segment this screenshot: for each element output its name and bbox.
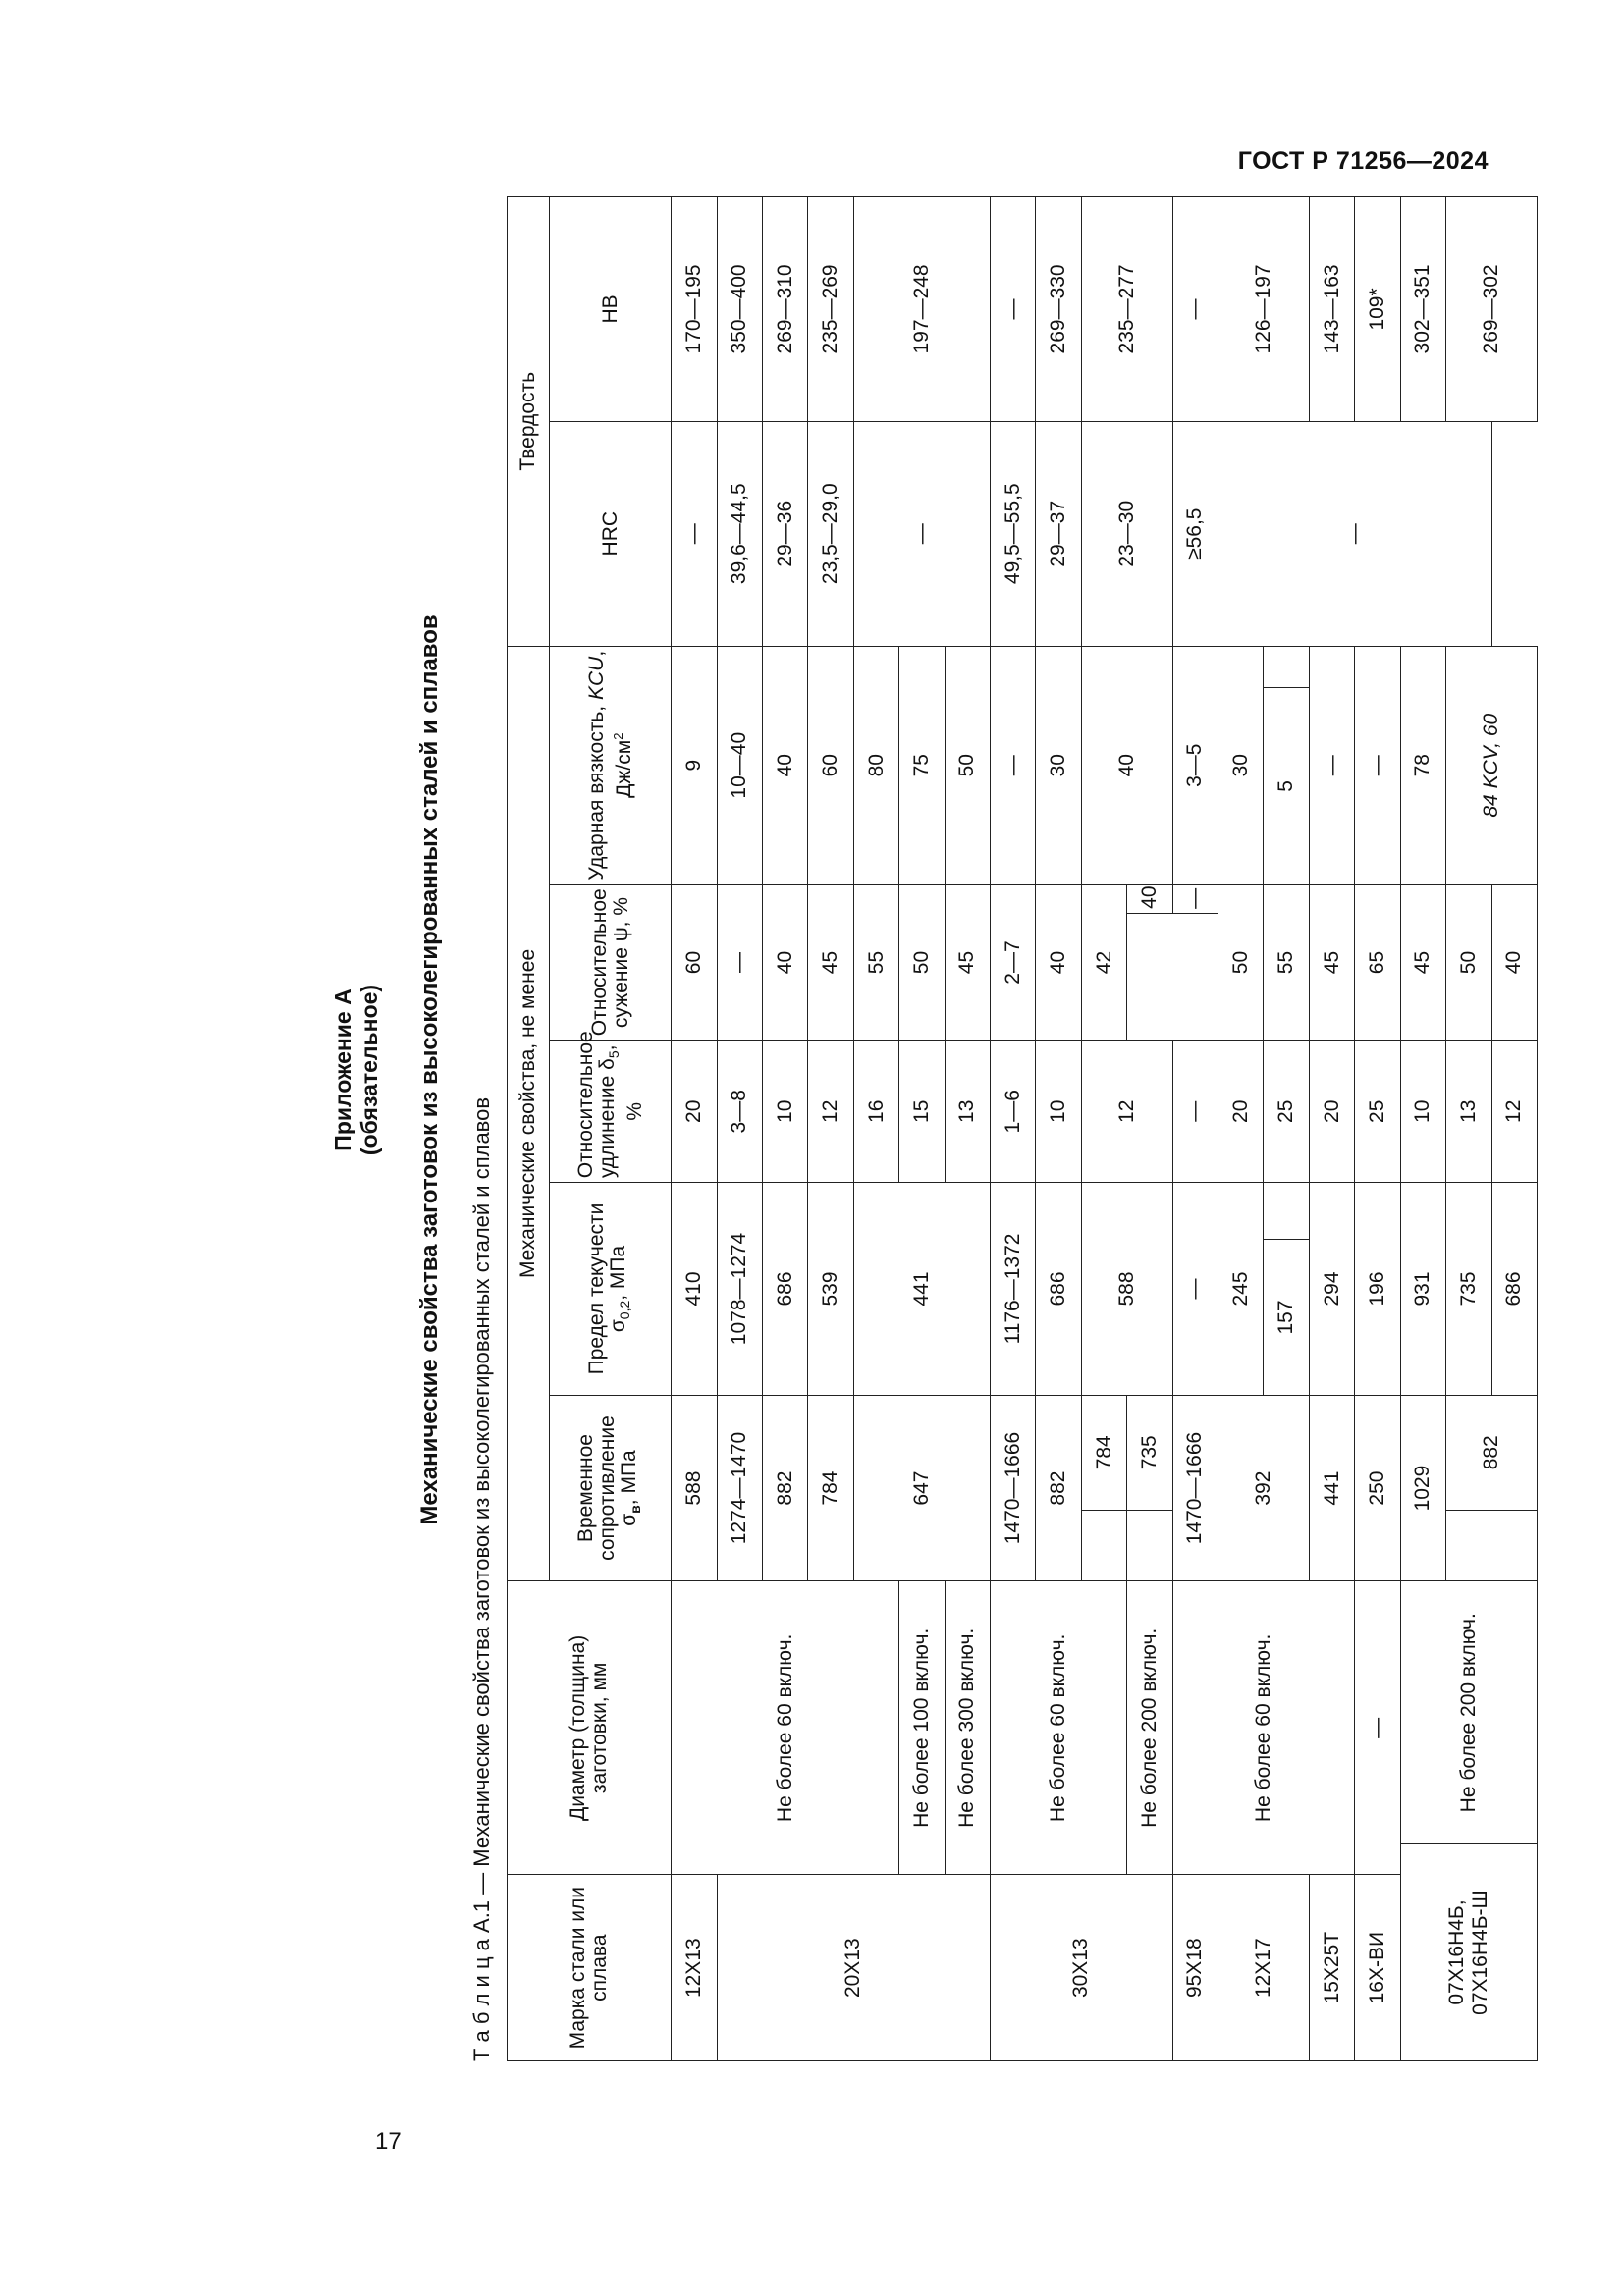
grade-cell: 15Х25Т: [1309, 1875, 1354, 2061]
reduction-cell: 40: [763, 884, 808, 1040]
col-grade: Марка стали или сплава: [508, 1875, 672, 2061]
header-row-1: [508, 197, 550, 2061]
col-yield-label: Предел текучести: [584, 1202, 608, 1375]
reduction-cell: 45: [808, 884, 853, 1040]
reduction-cell: 55: [1264, 884, 1309, 1040]
yield-cell: 196: [1355, 1183, 1400, 1395]
tensile-cell: 784: [808, 1395, 853, 1581]
col-tensile-sub: в: [626, 1505, 643, 1514]
col-yield: [550, 1183, 672, 1395]
tensile-cell: [1446, 1510, 1538, 1581]
reduction-cell: 45: [1309, 884, 1354, 1040]
impact-cell: 78: [1400, 646, 1445, 884]
impact-cell: 5: [1264, 688, 1309, 885]
table-row: [991, 197, 1036, 2061]
col-elongation-symbol: δ: [595, 1058, 619, 1070]
appendix-status: (обязательное): [356, 984, 382, 1156]
tensile-cell: 882: [1446, 1395, 1538, 1510]
yield-cell: [1264, 1183, 1309, 1240]
col-hb: НВ: [550, 197, 672, 422]
diameter-cell: Не более 60 включ.: [672, 1581, 899, 1875]
table-row: [672, 197, 717, 2061]
tensile-cell: 784: [1081, 1395, 1126, 1510]
hrc-cell: —: [1218, 421, 1491, 646]
reduction-cell: 60: [672, 884, 717, 1040]
elongation-cell: 15: [899, 1041, 945, 1183]
impact-cell: —: [1309, 646, 1354, 884]
impact-cell: 9: [672, 646, 717, 884]
tensile-cell: [1127, 1510, 1172, 1581]
col-impact: Ударная вязкость, KCU, $Дж/см^2$: [550, 646, 672, 884]
impact-cell: 80: [853, 646, 898, 884]
tensile-cell: 647: [853, 1395, 990, 1581]
col-mech-group: Механические свойства, не менее: [508, 646, 550, 1581]
reduction-cell: 50: [1218, 884, 1264, 1040]
tensile-cell: 1274—1470: [717, 1395, 762, 1581]
hb-cell: 269—330: [1036, 197, 1081, 422]
yield-cell: 588: [1081, 1183, 1172, 1395]
reduction-cell: 42: [1081, 884, 1126, 1040]
col-tensile-symbol: σ: [617, 1513, 640, 1526]
hrc-cell: 49,5—55,5: [991, 421, 1036, 646]
col-yield-sub: 0,2: [616, 1300, 632, 1320]
tensile-cell: 1470—1666: [991, 1395, 1036, 1581]
appendix-label: Приложение А: [330, 988, 355, 1151]
tensile-cell: 735: [1127, 1395, 1172, 1510]
impact-cell: 10—40: [717, 646, 762, 884]
elongation-cell: 3—8: [717, 1041, 762, 1183]
tensile-cell: 250: [1355, 1395, 1400, 1581]
elongation-cell: 20: [672, 1041, 717, 1183]
tensile-cell: 1470—1666: [1172, 1395, 1218, 1581]
impact-cell: 40: [763, 646, 808, 884]
reduction-cell: 50: [899, 884, 945, 1040]
diameter-cell: —: [1355, 1581, 1400, 1875]
col-tensile-unit: , МПа: [617, 1450, 640, 1506]
reduction-cell: 55: [853, 884, 898, 1040]
yield-cell: 931: [1400, 1183, 1445, 1395]
grade-cell: 12Х13: [672, 1875, 717, 2061]
diameter-cell: Не более 60 включ.: [991, 1581, 1127, 1875]
col-impact-sup: 2: [610, 732, 625, 740]
yield-cell: 294: [1309, 1183, 1354, 1395]
impact-cell: 40: [1081, 646, 1172, 884]
yield-cell: 686: [1036, 1183, 1081, 1395]
impact-cell: —: [1355, 646, 1400, 884]
elongation-cell: —: [1172, 1041, 1218, 1183]
elongation-cell: 12: [1491, 1041, 1537, 1183]
impact-cell: 50: [945, 646, 990, 884]
elongation-cell: 16: [853, 1041, 898, 1183]
section-heading: Механические свойства заготовок из высоколегированных сталей и сплавов: [416, 614, 443, 1525]
elongation-cell: 13: [1446, 1041, 1491, 1183]
hrc-cell: 39,6—44,5: [717, 421, 762, 646]
col-elongation-sub: 5: [605, 1050, 622, 1059]
impact-cell: 30: [1036, 646, 1081, 884]
elongation-cell: 1—6: [991, 1041, 1036, 1183]
col-tensile: [550, 1395, 672, 1581]
hrc-cell: 29—37: [1036, 421, 1081, 646]
page-number: 17: [375, 2128, 402, 2155]
yield-cell: —: [1172, 1183, 1218, 1395]
yield-cell: 735: [1446, 1183, 1491, 1395]
col-diameter: Диаметр (толщина) заготовки, мм: [508, 1581, 672, 1875]
impact-cell: —: [991, 646, 1036, 884]
hb-cell: 269—310: [763, 197, 808, 422]
col-impact-kcu: KCU: [584, 656, 608, 701]
yield-cell: 686: [1491, 1183, 1537, 1395]
elongation-cell: 25: [1264, 1041, 1309, 1183]
tensile-cell: 588: [672, 1395, 717, 1581]
reduction-cell: 50: [1446, 884, 1491, 1040]
yield-cell: 686: [763, 1183, 808, 1395]
tensile-cell: 1029: [1400, 1395, 1445, 1581]
reduction-cell: 2—7: [991, 884, 1036, 1040]
reduction-cell: —: [1172, 884, 1218, 913]
hb-cell: 269—302: [1446, 197, 1538, 422]
col-impact-label: Ударная вязкость,: [584, 705, 608, 881]
document-code: ГОСТ Р 71256—2024: [1237, 147, 1489, 175]
col-yield-symbol: σ: [606, 1319, 629, 1333]
elongation-cell: 20: [1218, 1041, 1264, 1183]
grade-cell: 16Х-ВИ: [1355, 1875, 1400, 2061]
impact-cell: 60: [808, 646, 853, 884]
elongation-cell: 12: [808, 1041, 853, 1183]
hb-cell: 235—269: [808, 197, 853, 422]
yield-cell: 245: [1218, 1183, 1264, 1395]
diameter-cell: Не более 300 включ.: [945, 1581, 990, 1875]
yield-cell: 410: [672, 1183, 717, 1395]
grade-cell: 20Х13: [717, 1875, 990, 2061]
reduction-cell: 45: [945, 884, 990, 1040]
hrc-cell: 23,5—29,0: [808, 421, 853, 646]
appendix-title: [330, 39, 383, 2101]
reduction-cell: [1127, 913, 1218, 1040]
col-hrc: HRC: [550, 421, 672, 646]
tensile-cell: 882: [763, 1395, 808, 1581]
diameter-cell: Не более 200 включ.: [1400, 1581, 1537, 1844]
reduction-cell: 40: [1491, 884, 1537, 1040]
elongation-cell: 20: [1309, 1041, 1354, 1183]
col-elongation: [550, 1031, 672, 1183]
impact-kcv-value: 84 KCV, 60: [1480, 713, 1503, 818]
reduction-cell: 65: [1355, 884, 1400, 1040]
tensile-cell: 392: [1218, 1395, 1310, 1581]
col-hardness-group: Твердость: [508, 197, 550, 647]
grade-cell: 07Х16Н4Б, 07Х16Н4Б-Ш: [1400, 1844, 1537, 2061]
tensile-cell: 882: [1036, 1395, 1081, 1581]
hb-cell: 350—400: [717, 197, 762, 422]
impact-cell: [1446, 646, 1538, 884]
hb-cell: 197—248: [853, 197, 990, 422]
yield-cell: 157: [1264, 1240, 1309, 1395]
hrc-cell: —: [672, 421, 717, 646]
hb-cell: 235—277: [1081, 197, 1172, 422]
grade-cell: 30Х13: [991, 1875, 1173, 2061]
yield-cell: 1078—1274: [717, 1183, 762, 1395]
reduction-cell: 45: [1400, 884, 1445, 1040]
yield-cell: 1176—1372: [991, 1183, 1036, 1395]
col-reduction: Относительное сужение ψ, %: [550, 884, 672, 1040]
impact-cell: 3—5: [1172, 646, 1218, 884]
elongation-cell: 12: [1081, 1041, 1172, 1183]
elongation-cell: 13: [945, 1041, 990, 1183]
tensile-cell: 441: [1309, 1395, 1354, 1581]
hb-cell: 170—195: [672, 197, 717, 422]
hrc-cell: 23—30: [1081, 421, 1172, 646]
reduction-cell: 40: [1036, 884, 1081, 1040]
diameter-cell: Не более 200 включ.: [1127, 1581, 1172, 1875]
elongation-cell: 10: [1036, 1041, 1081, 1183]
yield-cell: 539: [808, 1183, 853, 1395]
reduction-cell: 40: [1127, 884, 1172, 913]
col-impact-unit: Дж/см: [612, 739, 635, 798]
col-tensile-label: Временное сопротивление: [573, 1415, 619, 1561]
col-elongation-label: Относительное удлинение: [573, 1031, 619, 1179]
elongation-cell: 10: [1400, 1041, 1445, 1183]
hb-cell: 302—351: [1400, 197, 1445, 422]
impact-cell: 30: [1218, 646, 1264, 884]
properties-table: [507, 196, 1538, 2061]
hrc-cell: —: [853, 421, 990, 646]
grade-cell: 12Х17: [1218, 1875, 1310, 2061]
elongation-cell: 10: [763, 1041, 808, 1183]
col-elongation-unit: , %: [595, 1044, 646, 1121]
hb-cell: —: [991, 197, 1036, 422]
hb-cell: —: [1172, 197, 1218, 422]
hb-cell: 109*: [1355, 197, 1400, 422]
tensile-cell: [1081, 1510, 1126, 1581]
hrc-cell: 29—36: [763, 421, 808, 646]
diameter-cell: Не более 100 включ.: [899, 1581, 945, 1875]
rotated-page-content: [330, 39, 1606, 2101]
table-caption: Т а б л и ц а А.1 — Механические свойства заготовок из высоколегированных сталей и сплавов: [469, 1096, 494, 2061]
reduction-cell: —: [717, 884, 762, 1040]
hrc-cell: ≥56,5: [1172, 421, 1218, 646]
diameter-cell: Не более 60 включ.: [1172, 1581, 1355, 1875]
hb-cell: 126—197: [1218, 197, 1310, 422]
table-row: [1172, 197, 1218, 2061]
impact-cell: [1264, 646, 1309, 687]
col-yield-unit: , МПа: [606, 1245, 629, 1301]
impact-cell: 75: [899, 646, 945, 884]
hb-cell: 143—163: [1309, 197, 1354, 422]
grade-cell: 95Х18: [1172, 1875, 1218, 2061]
yield-cell: 441: [853, 1183, 990, 1395]
elongation-cell: 25: [1355, 1041, 1400, 1183]
